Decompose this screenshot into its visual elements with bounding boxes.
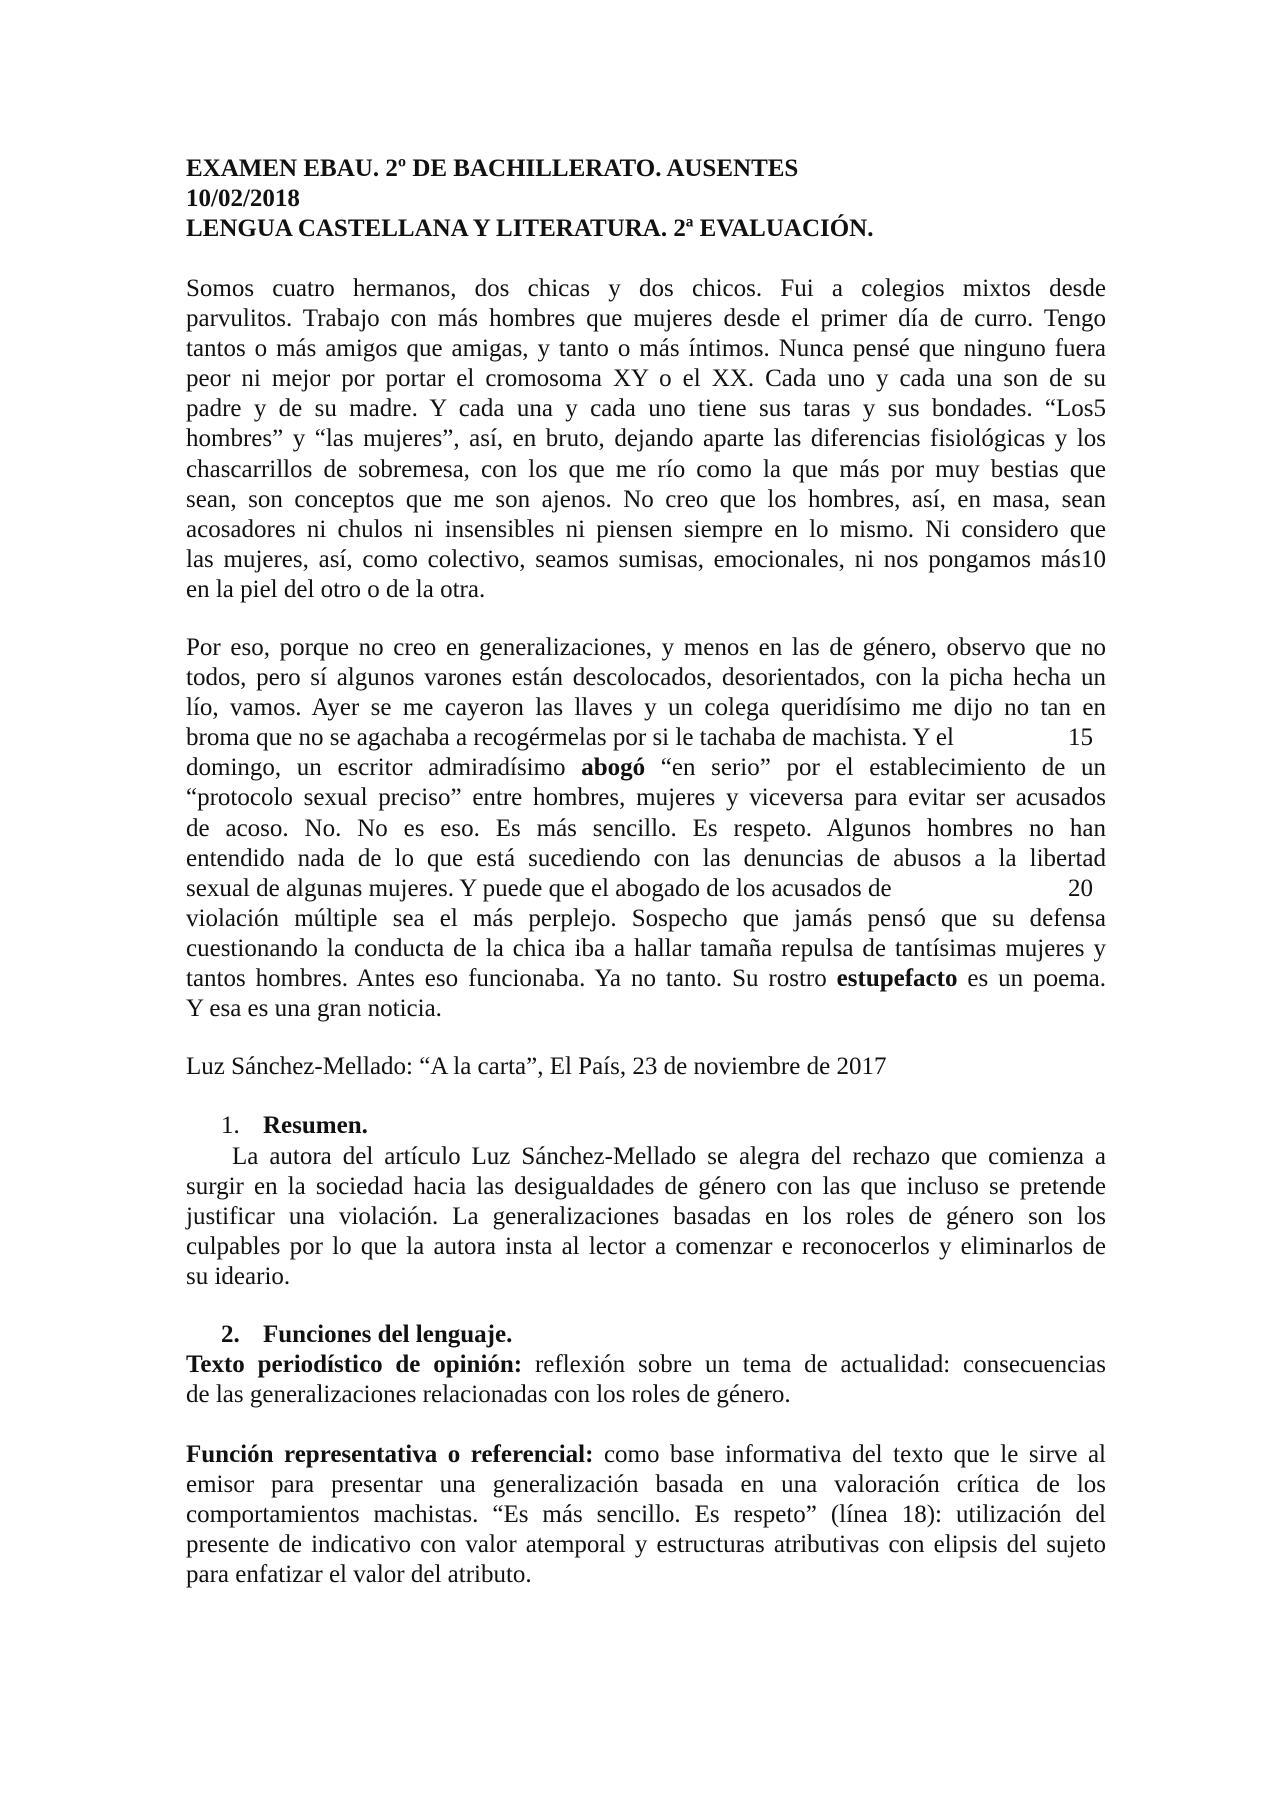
- text-run: broma que no se agachaba a recogérmelas por si le tachaba de machista. Y el: [186, 724, 954, 752]
- text-run: entendido nada de lo que está sucediendo con las denuncias de abusos a la libertad: [186, 844, 1106, 872]
- text-line: [186, 994, 1106, 1024]
- text-run: de las generalizaciones relacionadas con los roles de género.: [186, 1381, 791, 1409]
- section-title: Funciones del lenguaje.: [263, 1321, 513, 1348]
- text-line: [186, 424, 1106, 454]
- line-number-15: 15: [1068, 724, 1093, 752]
- text-run: comportamientos machistas. “Es más sencillo. Es respeto” (línea 18): utilización del: [186, 1501, 1106, 1529]
- text-run: de acoso. No. No es eso. Es más sencillo. Es respeto. Algunos hombres no han: [186, 814, 1106, 842]
- text-line: [186, 904, 1106, 934]
- text-run: chascarrillos de sobremesa, con los que me río como la que más por muy bestias que: [186, 455, 1106, 483]
- section-title: Resumen.: [263, 1112, 368, 1139]
- text-line: [186, 455, 1106, 485]
- text-run: sexual de algunas mujeres. Y puede que el abogado de los acusados de: [186, 874, 892, 902]
- text-line: [186, 394, 1106, 424]
- bold-text: estupefacto: [836, 965, 958, 993]
- text-line: [186, 1262, 1106, 1292]
- text-line: [186, 874, 1106, 904]
- funcion-representativa-paragraph: [186, 1440, 1106, 1590]
- text-line: [186, 783, 1106, 813]
- bold-text: abogó: [581, 754, 646, 782]
- text-run: domingo, un escritor admiradísimo: [186, 754, 582, 782]
- text-run: cuestionando la conducta de la chica iba a hallar tamaña repulsa de tantísimas mujeres y: [186, 934, 1106, 962]
- text-line: [186, 1470, 1106, 1500]
- text-run: reflexión sobre un tema de actualidad: consecuencias: [522, 1351, 1106, 1378]
- text-line: [186, 1500, 1106, 1530]
- text-run: en la piel del otro o de la otra.: [186, 575, 486, 603]
- text-run: lío, vamos. Ayer se me cayeron las llaves y un colega queridísimo me dijo no tan en: [186, 694, 1106, 722]
- text-line: [186, 663, 1106, 693]
- section-number: 2.: [221, 1321, 240, 1348]
- text-line: [186, 545, 1106, 575]
- text-run: tantos o más amigos que amigas, y tanto o más íntimos. Nunca pensé que ninguno fuera: [186, 335, 1106, 363]
- document-header: [186, 154, 1106, 244]
- text-run: parvulitos. Trabajo con más hombres que mujeres desde el primer día de curro. Tengo: [186, 305, 1106, 333]
- article-paragraph-2: [186, 633, 1106, 1024]
- text-line: [186, 485, 1106, 515]
- text-run: las mujeres, así, como colectivo, seamos sumisas, emocionales, ni nos pongamos más10: [186, 545, 1106, 573]
- text-run: como base informativa del texto que le sirve al: [593, 1441, 1106, 1468]
- text-run: La autora del artículo Luz Sánchez-Mellado se alegra del rechazo que comienza a: [232, 1143, 1106, 1170]
- text-line: [186, 334, 1106, 364]
- text-run: Por eso, porque no creo en generalizaciones, y menos en las de género, observo que no: [186, 634, 1106, 661]
- header-title: EXAMEN EBAU. 2º DE BACHILLERATO. AUSENTES: [186, 155, 799, 182]
- text-run: todos, pero sí algunos varones están descolocados, desorientados, con la picha hecha un: [186, 664, 1106, 692]
- resumen-paragraph: [186, 1142, 1106, 1292]
- text-line: [186, 1560, 1106, 1590]
- text-line: [186, 304, 1106, 334]
- text-line: [186, 1202, 1106, 1232]
- section-number: 1.: [221, 1112, 240, 1139]
- text-line: [186, 934, 1106, 964]
- bold-text: Texto periodístico de opinión:: [186, 1351, 523, 1378]
- text-line: [186, 1440, 1106, 1470]
- text-line: [186, 575, 1106, 605]
- text-line: [186, 633, 1106, 663]
- text-line: [186, 1350, 1106, 1380]
- text-run: padre y de su madre. Y cada una y cada uno tiene sus taras y sus bondades. “Los5: [186, 395, 1106, 423]
- text-run: acosadores ni chulos ni insensibles ni piensen siempre en lo mismo. Ni considero que: [186, 515, 1106, 543]
- line-number-20: 20: [1068, 874, 1093, 902]
- text-line: [186, 1142, 1106, 1172]
- text-run: justificar una violación. La generalizaciones basadas en los roles de género son los: [186, 1203, 1106, 1231]
- text-line: [186, 964, 1106, 994]
- text-run: es un poema.: [957, 965, 1106, 993]
- text-run: Somos cuatro hermanos, dos chicas y dos chicos. Fui a colegios mixtos desde: [186, 275, 1106, 302]
- texto-periodistico-paragraph: [186, 1350, 1106, 1410]
- header-date: 10/02/2018: [186, 185, 300, 212]
- text-line: [186, 844, 1106, 874]
- text-line: [186, 1530, 1106, 1560]
- text-run: Y esa es una gran noticia.: [186, 995, 442, 1023]
- text-run: “en serio” por el establecimiento de un: [645, 754, 1106, 782]
- article-paragraph-1: [186, 274, 1106, 605]
- citation-text: Luz Sánchez-Mellado: “A la carta”, El País, 23 de noviembre de 2017: [186, 1053, 887, 1080]
- text-run: para enfatizar el valor del atributo.: [186, 1561, 532, 1589]
- text-line: [186, 1172, 1106, 1202]
- text-run: surgir en la sociedad hacia las desigualdades de género con las que incluso se pretende: [186, 1173, 1106, 1201]
- header-subject: LENGUA CASTELLANA Y LITERATURA. 2ª EVALUACIÓN.: [186, 215, 874, 242]
- text-run: peor ni mejor por portar el cromosoma XY o el XX. Cada uno y cada una son de su: [186, 365, 1106, 393]
- article-citation: [186, 1052, 1106, 1082]
- text-line: [186, 723, 1106, 753]
- text-run: culpables por lo que la autora insta al lector a comenzar e reconocerlos y eliminarlos de: [186, 1233, 1106, 1261]
- text-run: hombres” y “las mujeres”, así, en bruto, dejando aparte las diferencias fisiológicas y los: [186, 425, 1106, 453]
- text-line: [186, 274, 1106, 304]
- text-run: “protocolo sexual preciso” entre hombres, mujeres y viceversa para evitar ser acusados: [186, 784, 1106, 812]
- text-line: [186, 364, 1106, 394]
- text-run: su ideario.: [186, 1263, 291, 1291]
- text-run: sean, son conceptos que me son ajenos. No creo que los hombres, así, en masa, sean: [186, 485, 1106, 513]
- text-run: violación múltiple sea el más perplejo. Sospecho que jamás pensó que su defensa: [186, 904, 1106, 932]
- section-funciones-heading: [221, 1320, 513, 1350]
- bold-text: Función representativa o referencial:: [186, 1441, 594, 1468]
- text-line: [186, 1380, 1106, 1410]
- text-run: emisor para presentar una generalización basada en una valoración crítica de los: [186, 1471, 1106, 1499]
- text-line: [186, 1232, 1106, 1262]
- section-resumen-heading: [221, 1111, 368, 1141]
- text-line: [186, 515, 1106, 545]
- text-run: tantos hombres. Antes eso funcionaba. Ya no tanto. Su rostro: [186, 965, 837, 993]
- text-line: [186, 814, 1106, 844]
- text-line: [186, 753, 1106, 783]
- text-run: presente de indicativo con valor atemporal y estructuras atributivas con elipsis del sujeto: [186, 1531, 1106, 1559]
- text-line: [186, 693, 1106, 723]
